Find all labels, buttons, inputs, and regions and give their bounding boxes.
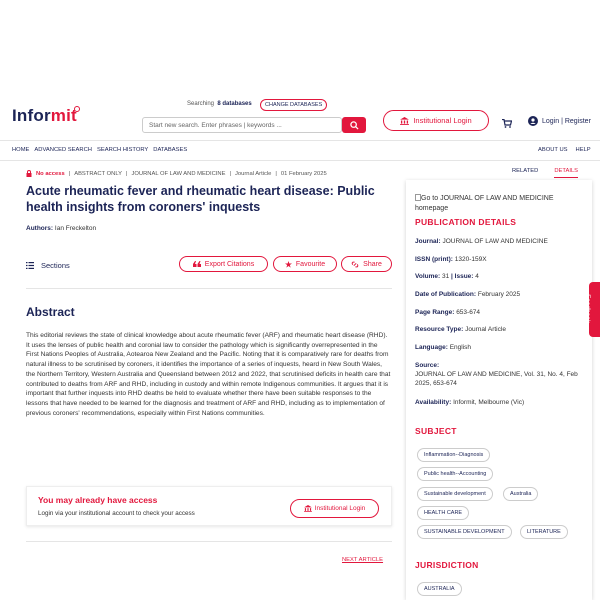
issue-value: 4 [475,273,479,280]
date-value: February 2025 [477,291,521,298]
feedback-tab[interactable] [583,282,600,337]
favourite-button[interactable] [273,256,337,272]
availability-value: Informit, Melbourne (Vic) [453,399,525,406]
tab-details[interactable]: DETAILS [554,168,578,178]
change-databases-button[interactable]: CHANGE DATABASES [260,99,327,111]
access-login-label: Institutional Login [314,505,366,512]
no-access-badge: No access [36,170,65,177]
authors [26,225,96,232]
meta-separator: | [275,170,277,177]
journal-image-alt: Go to JOURNAL OF LAW AND MEDICINE homepage [415,195,554,212]
pages-value: 653-674 [456,309,481,316]
feedback-label: Feedback [583,294,591,323]
field-label: ISSN (print): [415,256,453,263]
list-icon [26,262,34,269]
institutional-login-label: Institutional Login [413,116,472,125]
author-link[interactable]: Ian Freckelton [54,225,97,232]
subject-tag[interactable]: HEALTH CARE [417,506,469,520]
journal-homepage-image[interactable] [415,194,585,214]
field-label: Page Range: [415,309,455,316]
field-page-range [415,308,480,317]
database-count: 8 databases [217,101,252,107]
journal-value[interactable]: JOURNAL OF LAW AND MEDICINE [442,238,548,245]
secondary-nav [538,147,591,153]
logo-text-accent: mit [50,106,77,125]
abstract-text: This editorial reviews the state of clinical knowledge about acute rheumatic fever (ARF) and rheumatic heart disease (RHD). It uses the lenses of public health and coronial law to consider the pathology which is significantly overrepresented in the First Nations Peoples of Australia, Aotearoa New Zealand and the Pacific. Noting that it is comparatively rare for deaths from natural illness to be scrutinised by coroners, it identifies the importance of a series of inquests, heard in New South Wales, the Northern Territory, Western Australia and Queensland between 2012 and 2022, that scrutinised deficits in health care that contributed to deaths from ARF and RHD, including in custody and within remote Indigenous communities. It argues that it is important that further inquests into RHD deaths be held to evaluate whether there have been suitable responses to the lessons that have needed to be learned for the diagnosis and treatment of ARF and RHD, including as to implementation of previous coroners' recommendations, especially within First Nations communities. [26,332,391,417]
field-label: Journal: [415,238,441,245]
institutional-login-button[interactable] [383,110,489,131]
subject-heading: SUBJECT [415,426,457,436]
quote-icon [193,261,201,267]
field-source [415,361,585,388]
field-separator: | [451,273,453,280]
header-divider [0,140,600,141]
lock-icon [26,170,32,177]
next-article-link[interactable]: NEXT ARTICLE [342,557,384,563]
cart-button[interactable] [502,115,512,133]
subject-tag[interactable]: Australia [503,487,538,501]
meta-separator: | [126,170,128,177]
share-label: Share [363,260,382,268]
meta-separator: | [68,170,71,177]
resource-type-value: Journal Article [465,326,506,333]
jurisdiction-heading: JURISDICTION [415,560,479,570]
field-journal [415,237,548,246]
publication-date: 01 February 2025 [280,170,327,177]
source-value: JOURNAL OF LAW AND MEDICINE, Vol. 31, No. 4, Feb 2025, 653-674 [415,371,578,387]
field-label: Language: [415,344,448,351]
sections-toggle[interactable] [26,261,70,270]
abstract-heading: Abstract [26,305,75,319]
nav-advanced-search[interactable]: ADVANCED SEARCH [34,147,92,153]
access-heading: You may already have access [38,495,158,505]
login-register-label: Login | Register [542,117,591,125]
field-label: Availability: [415,399,452,406]
article-title: Acute rheumatic fever and rheumatic heart disease: Public health insights from coroners' inquests [26,184,375,214]
abstract-only-label: ABSTRACT ONLY [74,170,122,177]
section-divider [26,541,392,542]
access-text: Login via your institutional account to check your access [38,510,195,517]
field-label: Issue: [454,273,474,280]
tab-related[interactable]: RELATED [512,168,539,174]
star-icon [285,261,292,268]
field-label: Volume: [415,273,441,280]
language-value: English [449,344,472,351]
access-institutional-login-button[interactable] [290,499,379,518]
article-type: Journal Article [234,170,272,177]
nav-help[interactable]: HELP [575,147,591,153]
subject-tag[interactable]: Inflammation--Diagnosis [417,448,490,462]
search-input[interactable]: Start new search. Enter phrases | keywords ... [142,117,342,133]
field-date [415,290,520,299]
publication-details-heading: PUBLICATION DETAILS [415,217,517,227]
authors-label: Authors: [26,225,54,232]
informit-logo[interactable] [12,106,77,126]
nav-home[interactable]: HOME [12,147,30,153]
subject-tag[interactable]: SUSTAINABLE DEVELOPMENT [417,525,512,539]
search-button[interactable] [342,117,366,133]
nav-databases[interactable]: DATABASES [153,147,188,153]
main-nav [12,147,187,153]
logo-dot [74,106,80,112]
institution-icon [304,505,312,512]
favourite-label: Favourite [295,260,326,268]
login-register-link[interactable] [528,116,591,126]
share-button[interactable] [341,256,392,272]
search-icon [350,121,359,130]
jurisdiction-tag[interactable]: AUSTRALIA [417,582,462,596]
field-issn [415,255,487,264]
export-citations-label: Export Citations [204,260,255,268]
field-availability [415,398,524,407]
subject-tag[interactable]: Sustainable development [417,487,493,501]
field-label: Source: [415,362,440,369]
share-icon [351,261,359,268]
user-icon [528,116,538,126]
sidebar-tabs [512,168,578,178]
institution-icon [400,117,409,125]
journal-link[interactable]: JOURNAL OF LAW AND MEDICINE [131,170,226,177]
nav-divider [0,160,600,161]
field-resource-type [415,325,506,334]
subject-tag[interactable]: Public health--Accounting [417,467,493,481]
field-language [415,343,471,352]
searching-info [187,101,252,107]
field-label: Date of Publication: [415,291,477,298]
issn-value: 1320-159X [454,256,487,263]
field-volume [415,272,479,281]
nav-about-us[interactable]: ABOUT US [538,147,568,153]
volume-value: 31 [441,273,450,280]
cart-icon [502,119,512,128]
export-citations-button[interactable] [179,256,268,272]
searching-label: Searching [187,101,215,107]
subject-tag[interactable]: LITERATURE [520,525,568,539]
nav-search-history[interactable]: SEARCH HISTORY [96,147,149,153]
sections-label: Sections [41,261,70,270]
meta-separator: | [229,170,231,177]
article-meta [26,170,327,177]
section-divider [26,288,392,289]
logo-text: Infor [12,106,51,125]
field-label: Resource Type: [415,326,464,333]
